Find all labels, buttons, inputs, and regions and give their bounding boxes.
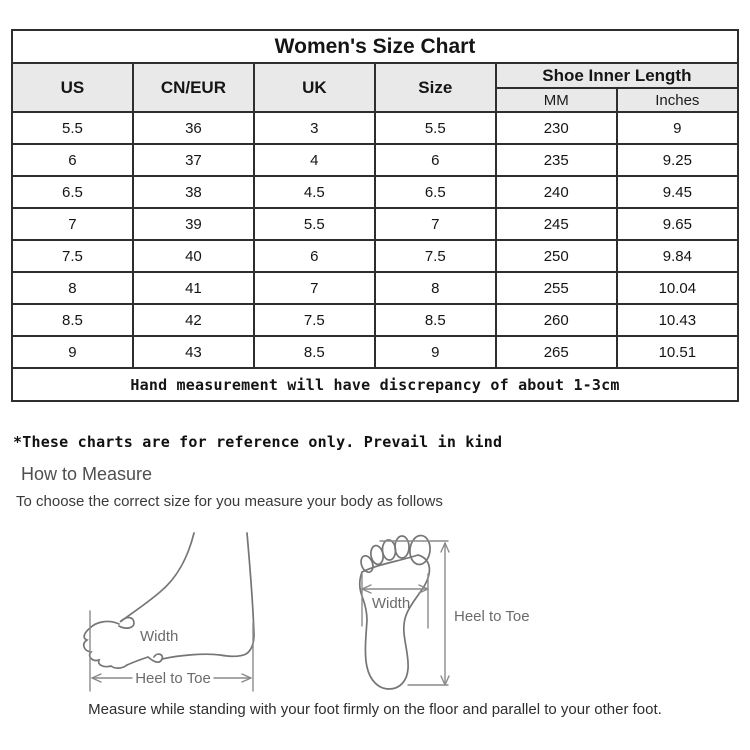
table-footnote-row [12,368,738,401]
size-cell: 9.45 [617,176,738,208]
table-title-row [12,30,738,63]
size-cell: 255 [496,272,617,304]
size-cell: 3 [254,112,375,144]
col-header-uk: UK [254,63,375,112]
col-header-size: Size [375,63,496,112]
size-cell: 265 [496,336,617,368]
size-cell: 8.5 [254,336,375,368]
table-row [12,304,738,336]
size-cell: 8.5 [375,304,496,336]
size-cell: 42 [133,304,254,336]
table-row [12,336,738,368]
size-cell: 235 [496,144,617,176]
table-row [12,144,738,176]
size-cell: 9 [375,336,496,368]
foot-side-outline [84,533,254,668]
size-cell: 9.84 [617,240,738,272]
size-cell: 37 [133,144,254,176]
size-cell: 6 [375,144,496,176]
table-header-row [12,63,738,88]
size-cell: 10.04 [617,272,738,304]
size-cell: 6 [12,144,133,176]
size-cell: 245 [496,208,617,240]
size-cell: 9 [617,112,738,144]
size-cell: 39 [133,208,254,240]
size-cell: 7.5 [254,304,375,336]
col-header-mm: MM [496,88,617,112]
size-cell: 5.5 [12,112,133,144]
size-cell: 5.5 [375,112,496,144]
size-cell: 6 [254,240,375,272]
size-cell: 36 [133,112,254,144]
size-cell: 5.5 [254,208,375,240]
size-chart-table [11,29,739,402]
size-cell: 4.5 [254,176,375,208]
size-cell: 9 [12,336,133,368]
how-to-measure-instruction: To choose the correct size for you measure your body as follows [16,493,443,510]
col-header-inches: Inches [617,88,738,112]
table-row [12,112,738,144]
reference-note: *These charts are for reference only. Prevail in kind [13,433,503,451]
foot-sole-view-diagram [350,528,545,698]
size-cell: 4 [254,144,375,176]
size-cell: 240 [496,176,617,208]
size-cell: 8.5 [12,304,133,336]
table-footnote: Hand measurement will have discrepancy of about 1-3cm [12,368,738,401]
col-header-shoe-inner-length: Shoe Inner Length [496,63,738,88]
foot-side-view-diagram [70,527,340,699]
side-heel-to-toe-label: Heel to Toe [135,670,211,687]
size-cell: 40 [133,240,254,272]
size-cell: 9.25 [617,144,738,176]
size-cell: 8 [12,272,133,304]
col-header-us: US [12,63,133,112]
size-cell: 10.51 [617,336,738,368]
size-cell: 10.43 [617,304,738,336]
size-cell: 7 [375,208,496,240]
size-cell: 250 [496,240,617,272]
size-cell: 43 [133,336,254,368]
size-cell: 6.5 [12,176,133,208]
size-cell: 7.5 [12,240,133,272]
size-cell: 260 [496,304,617,336]
table-row [12,208,738,240]
size-cell: 9.65 [617,208,738,240]
size-cell: 41 [133,272,254,304]
size-cell: 6.5 [375,176,496,208]
size-cell: 8 [375,272,496,304]
sole-heel-to-toe-label: Heel to Toe [454,608,530,625]
measure-caption: Measure while standing with your foot firmly on the floor and parallel to your other foot. [88,701,662,718]
sole-width-label: Width [371,595,411,612]
side-width-label: Width [140,628,179,645]
col-header-cn-eur: CN/EUR [133,63,254,112]
table-row [12,240,738,272]
how-to-measure-heading: How to Measure [21,464,153,484]
table-row [12,176,738,208]
size-cell: 38 [133,176,254,208]
table-row [12,272,738,304]
table-title: Women's Size Chart [12,30,738,63]
size-cell: 7 [254,272,375,304]
size-cell: 7.5 [375,240,496,272]
size-cell: 7 [12,208,133,240]
size-cell: 230 [496,112,617,144]
